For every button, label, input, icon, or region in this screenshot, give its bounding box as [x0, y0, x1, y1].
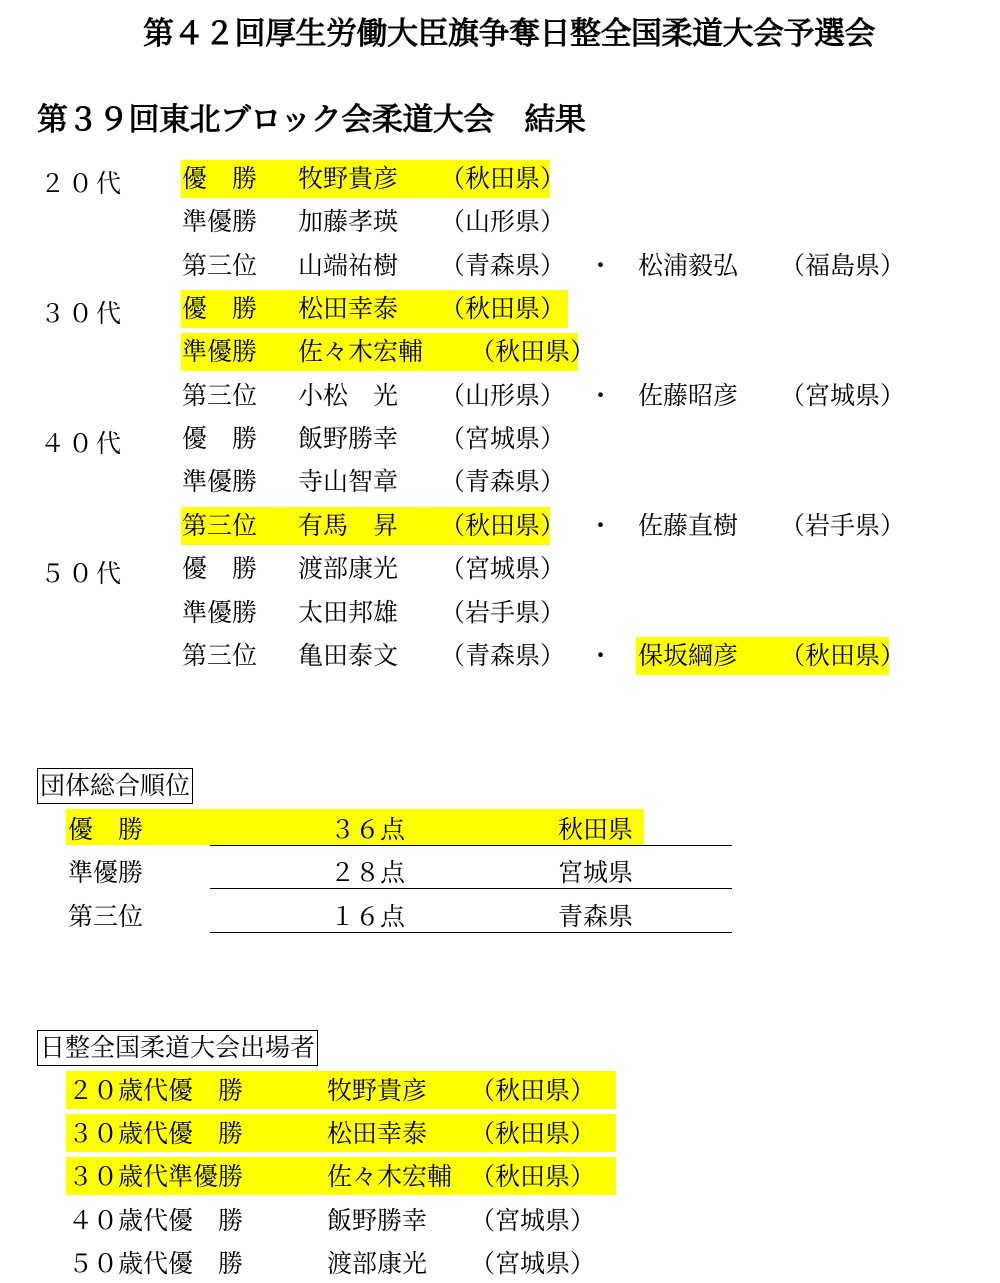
separator-dot: ・ — [588, 641, 614, 670]
team-pref: 秋田県 — [558, 815, 634, 844]
separator-dot: ・ — [588, 381, 614, 410]
result-name: 小松 光 — [298, 381, 399, 410]
separator-dot: ・ — [588, 251, 614, 280]
team-pref: 宮城県 — [558, 858, 634, 887]
result-pref: （秋田県） — [440, 294, 566, 323]
participant-name: 牧野貴彦 — [327, 1076, 428, 1105]
age-label-40s: ４０代 — [40, 429, 125, 458]
result-pref: （山形県） — [440, 207, 566, 236]
participant-pref: （宮城県） — [470, 1206, 596, 1235]
participants-heading: 日整全国柔道大会出場者 — [37, 1030, 318, 1066]
participant-name: 渡部康光 — [327, 1249, 428, 1278]
result-name: 太田邦雄 — [298, 598, 399, 627]
result-rank: 準優勝 — [182, 598, 258, 627]
result-rank: 優 勝 — [182, 294, 258, 323]
result-rank: 優 勝 — [182, 424, 258, 453]
result-rank: 優 勝 — [182, 554, 258, 583]
result-name: 山端祐樹 — [298, 251, 399, 280]
result-name-2: 保坂綱彦 — [638, 641, 739, 670]
page-title: 第４２回厚生労働大臣旗争奪日整全国柔道大会予選会 — [143, 16, 875, 52]
result-pref: （秋田県） — [440, 511, 566, 540]
result-name: 有馬 昇 — [298, 511, 399, 540]
result-pref: （秋田県） — [440, 164, 566, 193]
participant-name: 松田幸泰 — [327, 1119, 428, 1148]
team-points: １６点 — [330, 902, 406, 931]
result-name-2: 佐藤直樹 — [638, 511, 739, 540]
participant-category: ３０歳代準優勝 — [68, 1162, 244, 1191]
result-pref-2: （岩手県） — [780, 511, 906, 540]
result-name: 渡部康光 — [298, 554, 399, 583]
participant-pref: （秋田県） — [470, 1119, 596, 1148]
result-pref-2: （秋田県） — [780, 641, 906, 670]
result-name: 松田幸泰 — [298, 294, 399, 323]
result-rank: 第三位 — [182, 381, 258, 410]
result-rank: 第三位 — [182, 511, 258, 540]
participant-name: 飯野勝幸 — [327, 1206, 428, 1235]
result-rank: 準優勝 — [182, 337, 258, 366]
result-pref: （青森県） — [440, 251, 566, 280]
result-pref: （岩手県） — [440, 598, 566, 627]
age-label-30s: ３０代 — [40, 299, 125, 328]
participant-category: ３０歳代優 勝 — [68, 1119, 244, 1148]
team-pref: 青森県 — [558, 902, 634, 931]
result-pref: （青森県） — [440, 467, 566, 496]
result-name: 亀田泰文 — [298, 641, 399, 670]
participant-pref: （秋田県） — [470, 1076, 596, 1105]
team-row-underline — [210, 932, 732, 933]
result-rank: 第三位 — [182, 641, 258, 670]
participant-pref: （宮城県） — [470, 1249, 596, 1278]
team-row-underline — [210, 845, 732, 846]
team-points: ３６点 — [330, 815, 406, 844]
result-pref: （山形県） — [440, 381, 566, 410]
participant-name: 佐々木宏輔 — [327, 1162, 453, 1191]
age-label-50s: ５０代 — [40, 559, 125, 588]
team-row-underline — [210, 888, 732, 889]
result-name: 佐々木宏輔 — [298, 337, 424, 366]
result-rank: 準優勝 — [182, 467, 258, 496]
team-rank: 優 勝 — [68, 815, 144, 844]
result-rank: 優 勝 — [182, 164, 258, 193]
page-subtitle: 第３９回東北ブロック会柔道大会 結果 — [37, 102, 586, 138]
result-pref-2: （宮城県） — [780, 381, 906, 410]
result-rank: 準優勝 — [182, 207, 258, 236]
result-name: 牧野貴彦 — [298, 164, 399, 193]
result-pref: （宮城県） — [440, 424, 566, 453]
team-rank: 第三位 — [68, 902, 144, 931]
result-name: 飯野勝幸 — [298, 424, 399, 453]
participant-category: ２０歳代優 勝 — [68, 1076, 244, 1105]
team-ranking-heading: 団体総合順位 — [37, 768, 193, 804]
separator-dot: ・ — [588, 511, 614, 540]
participant-category: ４０歳代優 勝 — [68, 1206, 244, 1235]
result-pref-2: （福島県） — [780, 251, 906, 280]
result-name-2: 佐藤昭彦 — [638, 381, 739, 410]
result-pref: （青森県） — [440, 641, 566, 670]
team-points: ２８点 — [330, 858, 406, 887]
result-name: 寺山智章 — [298, 467, 399, 496]
result-name-2: 松浦毅弘 — [638, 251, 739, 280]
result-rank: 第三位 — [182, 251, 258, 280]
team-rank: 準優勝 — [68, 858, 144, 887]
result-pref: （秋田県） — [470, 337, 596, 366]
result-name: 加藤孝瑛 — [298, 207, 399, 236]
result-pref: （宮城県） — [440, 554, 566, 583]
participant-pref: （秋田県） — [470, 1162, 596, 1191]
participant-category: ５０歳代優 勝 — [68, 1249, 244, 1278]
age-label-20s: ２０代 — [40, 169, 125, 198]
